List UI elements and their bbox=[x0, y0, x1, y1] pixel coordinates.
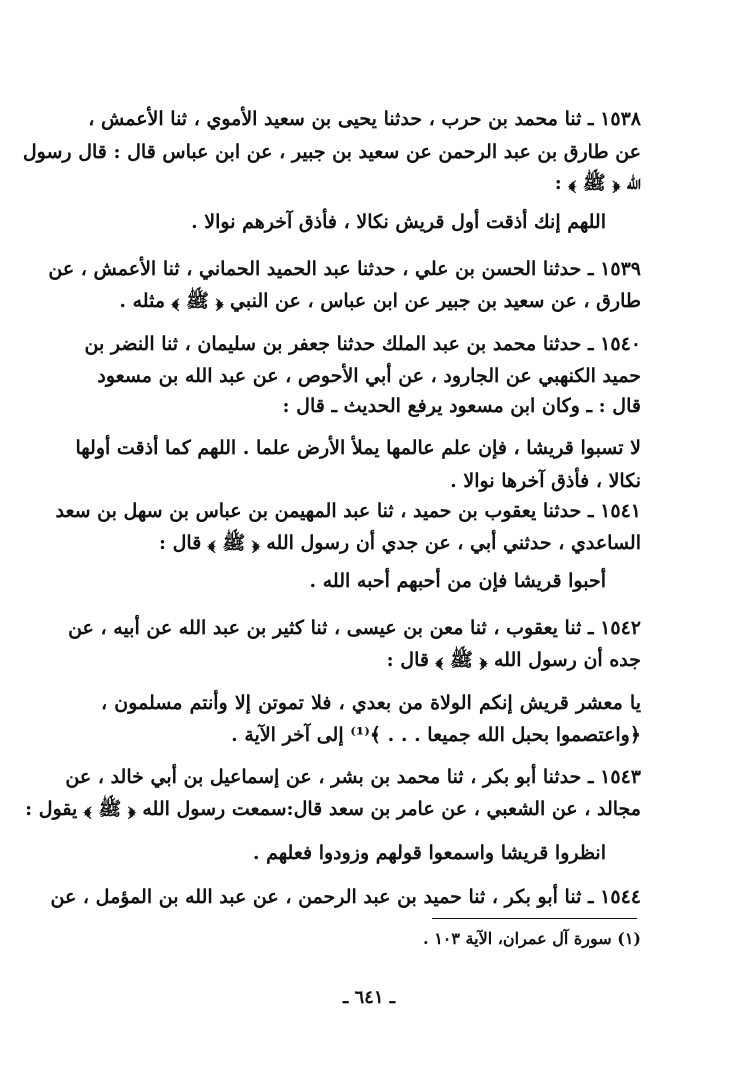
hadith-1540-text-line-2: نكالا ، فأذق آخرها نوالا . bbox=[450, 470, 641, 492]
hadith-1543-line-1: ١٥٤٣ ـ حدثنا أبو بكر ، ثنا محمد بن بشر ، عن إسماعيل بن أبي خالد ، عن bbox=[65, 766, 641, 788]
hadith-1543-line-2: مجالد ، عن الشعبي ، عن عامر بن سعد قال:سمعت رسول الله ﴿ ﷺ ﴾ يقول : bbox=[25, 798, 641, 820]
hadith-1542-line-2: جده أن رسول الله ﴿ ﷺ ﴾ قال : bbox=[386, 649, 641, 671]
hadith-1539-line-1: ١٥٣٩ ـ حدثنا الحسن بن علي ، حدثنا عبد الحميد الحماني ، ثنا الأعمش ، عن bbox=[48, 258, 641, 280]
hadith-1542-text-line-1: يا معشر قريش إنكم الولاة من بعدي ، فلا تموتن إلا وأنتم مسلمون ، bbox=[101, 692, 641, 714]
hadith-1538-text: اللهم إنك أذقت أول قريش نكالا ، فأذق آخرهم نوالا . bbox=[191, 211, 606, 233]
hadith-1538-line-1: ١٥٣٨ ـ ثنا محمد بن حرب ، حدثنا يحيى بن سعيد الأموي ، ثنا الأعمش ، bbox=[88, 108, 641, 130]
hadith-1541-text: أحبوا قريشا فإن من أحبهم أحبه الله . bbox=[309, 570, 606, 592]
hadith-1540-line-3: قال : ـ وكان ابن مسعود يرفع الحديث ـ قال : bbox=[282, 395, 641, 417]
page-number: ـ ٦٤١ ـ bbox=[342, 987, 396, 1008]
hadith-1542-line-1: ١٥٤٢ ـ ثنا يعقوب ، ثنا معن بن عيسى ، ثنا كثير بن عبد الله عن أبيه ، عن bbox=[68, 617, 641, 639]
hadith-1538-line-2: عن طارق بن عبد الرحمن عن سعيد بن جبير ، عن ابن عباس قال : قال رسول bbox=[22, 141, 641, 163]
hadith-1543-text: انظروا قريشا واسمعوا قولهم وزودوا فعلهم . bbox=[252, 842, 606, 864]
hadith-1540-line-2: حميد الكنهبي عن الجارود ، عن أبي الأحوص ، عن عبد الله بن مسعود bbox=[97, 365, 641, 387]
hadith-1539-line-2: طارق ، عن سعيد بن جبير عن ابن عباس ، عن النبي ﴿ ﷺ ﴾ مثله . bbox=[119, 290, 641, 312]
hadith-1538-line-3: الله ﴿ ﷺ ﴾ : bbox=[554, 172, 641, 194]
hadith-1542-text-line-2: ﴿واعتصموا بحبل الله جميعا . . . ﴾⁽¹⁾ إلى آخر الآية . bbox=[231, 724, 641, 746]
hadith-1540-text-line-1: لا تسبوا قريشا ، فإن علم عالمها يملأ الأرض علما . اللهم كما أذقت أولها bbox=[75, 437, 641, 459]
footnote-divider bbox=[432, 918, 637, 919]
footnote: (١) سورة آل عمران، الآية ١٠٣ . bbox=[423, 929, 641, 948]
hadith-1541-line-1: ١٥٤١ ـ حدثنا يعقوب بن حميد ، ثنا عبد المهيمن بن عباس بن سهل بن سعد bbox=[55, 500, 641, 522]
hadith-1540-line-1: ١٥٤٠ ـ حدثنا محمد بن عبد الملك حدثنا جعفر بن سليمان ، ثنا النضر بن bbox=[84, 333, 641, 355]
hadith-1541-line-2: الساعدي ، حدثني أبي ، عن جدي أن رسول الله ﴿ ﷺ ﴾ قال : bbox=[159, 532, 641, 554]
hadith-1544-line-1: ١٥٤٤ ـ ثنا أبو بكر ، ثنا حميد بن عبد الرحمن ، عن عبد الله بن المؤمل ، عن bbox=[50, 886, 641, 908]
